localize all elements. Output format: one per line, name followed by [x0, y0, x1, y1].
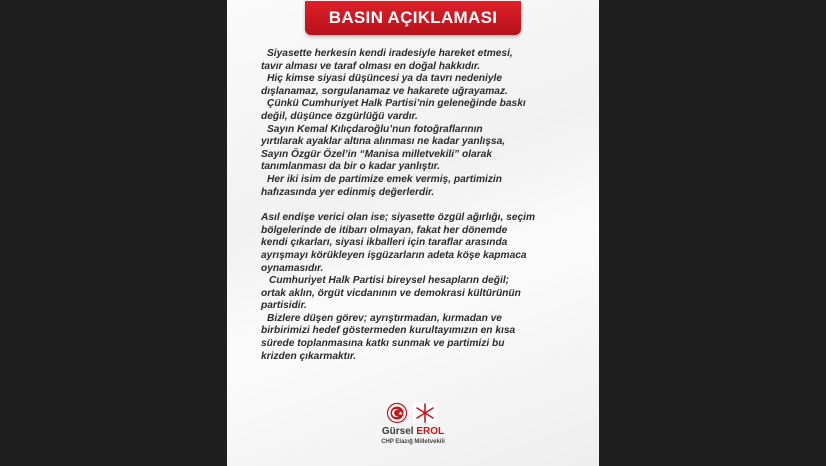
text-line: Sayın Kemal Kılıçdaroğlu’nun fotoğraflarının: [267, 123, 483, 135]
text-line: değil, düşünce özgürlüğü vardır.: [261, 110, 418, 122]
text-line: ortak aklın, örgüt vicdanının ve demokrasi kültürünün: [261, 287, 521, 299]
text-line: Bizlere düşen görev; ayrıştırmadan, kırmadan ve: [267, 312, 502, 324]
signature-logos: [387, 401, 439, 425]
text-line: oynamasıdır.: [261, 262, 324, 274]
signature-last-name: EROL: [416, 426, 445, 437]
press-release-page: [227, 0, 599, 466]
text-line: hafızasında yer edinmiş değerlerdir.: [261, 186, 435, 198]
signature-name: [227, 426, 599, 437]
text-line: Her iki isim de partimize emek vermiş, partimizin: [267, 173, 502, 185]
text-line: bölgelerinde de itibarı olmayan, fakat her dönemde: [261, 224, 508, 236]
text-line: dışlanamaz, sorgulanamaz ve hakarete uğrayamaz.: [261, 85, 508, 97]
text-line: Asıl endişe verici olan ise; siyasette özgül ağırlığı, seçim: [261, 212, 536, 224]
statement-body: [261, 48, 581, 363]
text-line: Siyasette herkesin kendi iradesiyle hareket etmesi,: [267, 48, 513, 59]
text-line: yırtılarak ayaklar altına alınması ne kadar yanlışsa,: [261, 136, 506, 148]
text-line: Cumhuriyet Halk Partisi bireysel hesapların değil;: [269, 275, 510, 287]
chp-six-arrows-logo-icon: [413, 403, 437, 423]
text-line: kendi çıkarları, siyasi ikballeri için taraflar arasında: [261, 237, 508, 249]
text-line: krizden çıkarmaktır.: [261, 350, 357, 362]
signature-first-name: Gürsel: [381, 426, 414, 437]
text-line: Hiç kimse siyasi düşüncesi ya da tavrı nedeniyle: [267, 73, 502, 85]
tbmm-emblem-icon: [388, 404, 407, 423]
text-line: partisidir.: [261, 300, 307, 312]
text-line: birbirimizi hedef göstermeden kurultayımızın en kısa: [261, 325, 516, 337]
text-line: Çünkü Cumhuriyet Halk Partisi’nin geleneğinde baskı: [267, 98, 526, 110]
page-title: BASIN AÇIKLAMASI: [328, 8, 498, 27]
text-line: sürede toplanmasına katkı sunmak ve partimizi bu: [261, 338, 505, 350]
text-line: Sayın Özgür Özel’in “Manisa milletvekili” olarak: [261, 148, 492, 160]
signature-title: CHP Elazığ Milletvekili: [381, 439, 445, 445]
text-line: tavır alması ve taraf olması en doğal hakkıdır.: [261, 60, 481, 72]
text-line: ayrışmayı körükleyen işgüzarların adeta köşe kapmaca: [261, 249, 527, 261]
title-banner: [305, 1, 521, 35]
text-line: tanımlanması da bir o kadar yanlıştır.: [261, 161, 440, 173]
